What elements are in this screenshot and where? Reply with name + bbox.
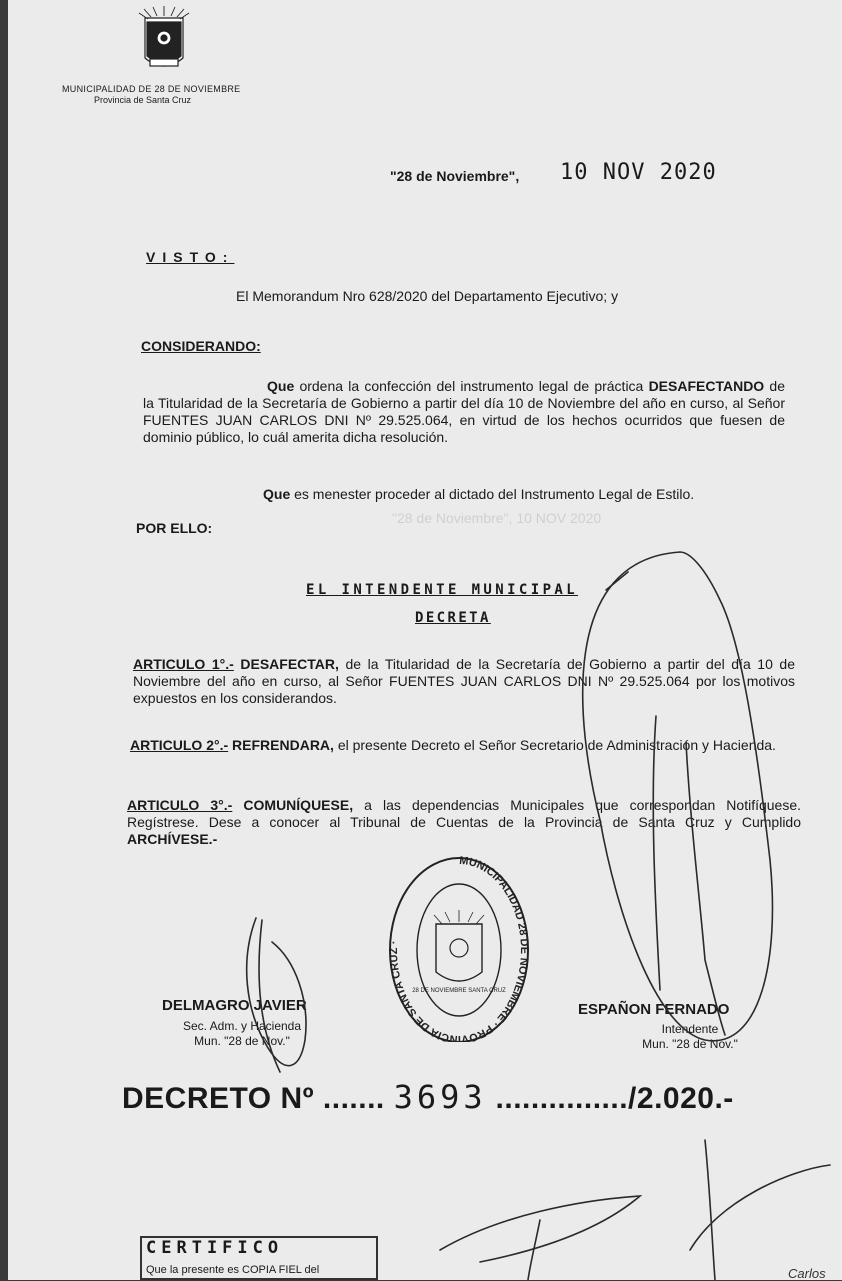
bleed-through-dateline: "28 de Noviembre", 10 NOV 2020 — [392, 510, 602, 526]
article-3 — [127, 797, 801, 848]
article-3-text: a las dependencias Municipales que correspondan Notifíquese. Regístrese. Dese a conocer al Tribunal de Cuentas de la Provincia de Santa Cruz y Cumplido — [127, 797, 802, 830]
por-ello-heading: POR ELLO: — [136, 520, 213, 536]
article-2-verb: REFRENDARA, — [232, 737, 334, 753]
signatory-2-role: Intendente — [661, 1022, 719, 1036]
article-1-label: ARTICULO 1°.- — [133, 656, 234, 672]
article-3-verb: COMUNÍQUESE, — [243, 797, 354, 813]
certified-stamp-title: CERTIFICO — [146, 1238, 284, 1258]
que-lead: Que — [267, 378, 295, 394]
seal-ring-text: MUNICIPALIDAD 28 DE NOVIEMBRE · PROVINCIA DE SANTA CRUZ · — [388, 854, 530, 1042]
article-2 — [130, 737, 798, 754]
certified-stamp-line: Que la presente es COPIA FIEL del — [146, 1264, 320, 1276]
p1-bold-desafectando: DESAFECTANDO — [648, 378, 765, 394]
decree-number-suffix: .............../2.020.- — [486, 1082, 734, 1115]
svg-text:MUNICIPALIDAD 28 DE NOVIEMBRE — [388, 855, 530, 1042]
signatory-2-role-block — [620, 1022, 760, 1052]
decree-number-line — [122, 1078, 734, 1116]
que-lead-2: Que — [263, 486, 291, 502]
decree-number-label: DECRETO Nº ....... — [122, 1082, 385, 1115]
p1-text-b: de la Titularidad de la Secretaría de Gobierno a partir del día 10 de Noviembre del año en curso, al Señor FUENTES JUAN CARLOS DNI Nº 29.525.064, en virtud de los hechos ocurridos que fuesen de dominio público, lo cuál amerita dicha resolución. — [143, 378, 785, 445]
article-2-text: el presente Decreto el Señor Secretario de Administración y Hacienda. — [333, 737, 776, 753]
signatory-1-place: Mun. "28 de Nov." — [194, 1034, 290, 1048]
seal-inner-text: 28 DE NOVIEMBRE SANTA CRUZ — [412, 988, 506, 994]
signatory-2-name: ESPAÑON FERNADO — [578, 1001, 730, 1018]
article-1 — [133, 656, 795, 707]
considerando-paragraph-1 — [143, 378, 785, 446]
handwritten-fragment: Carlos — [788, 1266, 826, 1281]
signatory-1-role-block — [163, 1019, 321, 1049]
visto-text: El Memorandum Nro 628/2020 del Departamento Ejecutivo; y — [236, 288, 619, 304]
municipal-crest-logo — [135, 4, 193, 76]
dateline-place: "28 de Noviembre", — [390, 168, 520, 184]
decreta-heading: DECRETA — [415, 610, 491, 626]
province-name: Provincia de Santa Cruz — [94, 95, 192, 105]
p2-text: es menester proceder al dictado del Instrumento Legal de Estilo. — [290, 486, 695, 502]
signatory-1-name: DELMAGRO JAVIER — [162, 997, 307, 1014]
article-2-label: ARTICULO 2°.- — [130, 737, 229, 753]
considerando-paragraph-2 — [263, 486, 694, 502]
date-stamp: 10 NOV 2020 — [560, 160, 717, 185]
signatory-1-role: Sec. Adm. y Hacienda — [182, 1019, 302, 1033]
article-1-text: de la Titularidad de la Secretaría de Gobierno a partir del día 10 de Noviembre del año en curso, al Señor FUENTES JUAN CARLOS DNI Nº 29.525.064 por los motivos expuestos en los considerandos. — [133, 656, 795, 706]
article-1-verb: DESAFECTAR, — [240, 656, 339, 672]
decree-number-value: 3693 — [393, 1078, 487, 1116]
signatory-2-place: Mun. "28 de Nov." — [642, 1037, 738, 1051]
considerando-heading: CONSIDERANDO: — [141, 338, 261, 354]
article-3-archivese: ARCHÍVESE.- — [127, 831, 218, 847]
official-seal — [388, 852, 530, 1042]
visto-heading: VISTO: — [146, 249, 235, 265]
intendente-heading: EL INTENDENTE MUNICIPAL — [306, 582, 579, 598]
p1-text-a: ordena la confección del instrumento legal de práctica — [294, 378, 649, 394]
article-3-label: ARTICULO 3°.- — [127, 797, 233, 813]
municipality-name: MUNICIPALIDAD DE 28 DE NOVIEMBRE — [62, 84, 241, 94]
